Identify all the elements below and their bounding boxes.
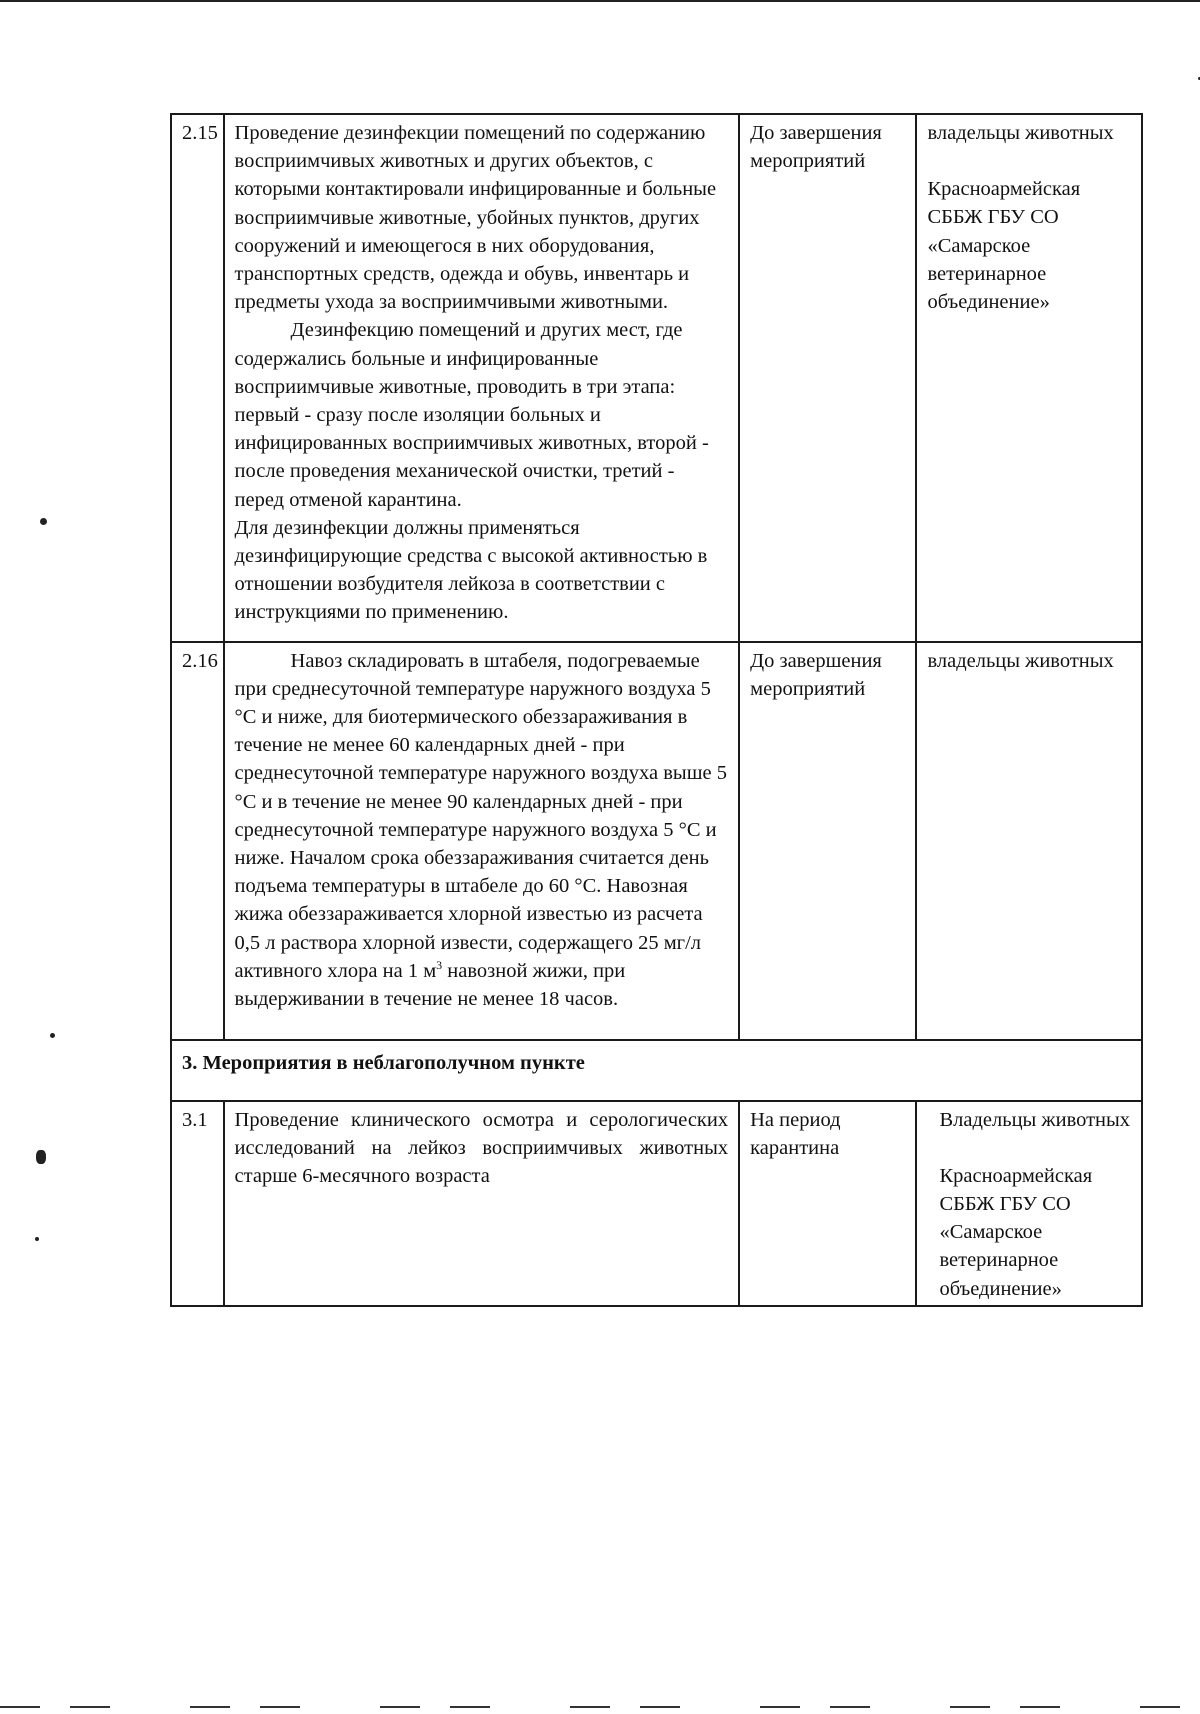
measure-paragraph: Проведение дезинфекции помещений по содержанию восприимчивых животных и других объектов, с которыми контактировали инфицированные и больные восприимчивые животные, убойных пунктов, других сооружений и имеющегося в них оборудования, транспортных средств, одежда и обувь, инвентарь и предметы ухода за восприимчивыми животными.: [234, 122, 717, 314]
scan-speck: [35, 1237, 39, 1241]
scan-edge-top: [0, 0, 1200, 2]
measure-paragraph: Проведение клинического осмотра и серологических исследований на лейкоз восприимчивых животных старше 6-месячного возраста: [234, 1108, 729, 1187]
scan-speck: [40, 518, 47, 525]
row-number: 2.16: [171, 642, 224, 1041]
table-row: [171, 114, 1142, 642]
measure-description: [224, 1101, 740, 1306]
measure-paragraph: Дезинфекцию помещений и других мест, где содержались больные и инфицированные восприимчивые животные, проводить в три этапа: первый - сразу после изоляции больных и инфицированных восприимчивых животных, второй - после проведения механической очистки, третий - перед отменой карантина.: [234, 319, 709, 511]
section-header-row: [171, 1040, 1142, 1100]
measure-paragraph: [235, 647, 729, 1014]
manure-text-part: навозной жижи, при выдерживании в течение не менее 18 часов.: [234, 959, 626, 1011]
scan-speck: [36, 1150, 46, 1164]
responsible-party: владельцы животных: [927, 122, 1114, 144]
manure-text-part: Навоз складировать в штабеля, подогреваемые при среднесуточной температуре наружного воздуха 5 °С и ниже, для биотермического обеззараживания в течение не менее 60 календарных дней - при среднесуточной температуре наружного воздуха выше 5 °С и в течение не менее 90 календарных дней - при среднесуточной температуре наружного воздуха 5 °С и ниже. Началом срока обеззараживания считается день подъема температуры в штабеле до 60 °С. Навозная жижа обеззараживается хлорной известью из расчета 0,5 л раствора хлорной извести, содержащего 25 мг/л активного хлора на 1 м: [234, 649, 727, 982]
table-row: [171, 1101, 1142, 1306]
responsible-party: Владельцы животных: [939, 1108, 1131, 1131]
responsible-party: Красноармейская СББЖ ГБУ СО «Самарское ветеринарное объединение»: [939, 1164, 1093, 1300]
measures-table: [170, 113, 1143, 1307]
section-title: 3. Мероприятия в неблагополучном пункте: [171, 1040, 1142, 1100]
table-row: [171, 642, 1142, 1041]
cubic-superscript: 3: [436, 958, 443, 973]
row-number: 2.15: [171, 114, 224, 642]
scan-speck: [50, 1033, 55, 1038]
scan-edge-bottom: [0, 1706, 1200, 1708]
term-cell: На период карантина: [739, 1101, 916, 1306]
term-cell: До завершения мероприятий: [739, 114, 916, 642]
responsible-cell: [916, 1101, 1142, 1306]
row-number: 3.1: [171, 1101, 224, 1306]
term-cell: До завершения мероприятий: [739, 642, 916, 1041]
measure-description: [224, 114, 740, 642]
responsible-party: Красноармейская СББЖ ГБУ СО «Самарское ветеринарное объединение»: [927, 178, 1081, 314]
measure-description: [224, 642, 740, 1041]
responsible-party: владельцы животных: [927, 649, 1114, 672]
measure-paragraph: Для дезинфекции должны применяться дезинфицирующие средства с высокой активностью в отношении возбудителя лейкоза в соответствии с инструкциями по применению.: [234, 516, 708, 624]
responsible-cell: [916, 114, 1142, 642]
responsible-cell: [916, 642, 1142, 1041]
